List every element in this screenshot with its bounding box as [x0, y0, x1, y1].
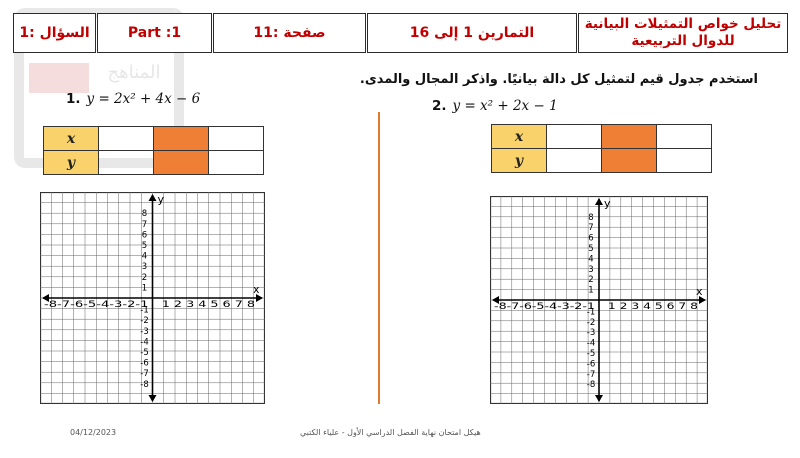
y-tick-label: -7 [140, 369, 149, 380]
y-tick-label: -5 [140, 348, 149, 358]
x-negative-tick-labels: -8-7-6-5-4-3-2-1 [44, 300, 149, 310]
lesson-title-box [578, 13, 788, 53]
y-tick-label: -7 [586, 369, 596, 380]
y-tick-label: -5 [586, 349, 596, 359]
y-axis-label: y [604, 197, 611, 210]
y-tick-label: 5 [141, 241, 148, 251]
table-cell[interactable] [99, 151, 154, 175]
problem-1-equation-line [66, 91, 200, 107]
y-tick-label: 5 [588, 244, 594, 254]
table-cell[interactable] [547, 125, 602, 149]
y-tick-label: -6 [586, 359, 596, 370]
x-label-cell: x [44, 127, 99, 151]
footer-credit: هيكل امتحان نهاية الفصل الدراسي الأول - علياء الكتبي [300, 428, 481, 437]
x-label-cell: x [492, 125, 547, 149]
table-cell-highlight[interactable] [154, 151, 209, 175]
section-divider [378, 112, 380, 404]
y-tick-label: 7 [141, 219, 148, 230]
part-box [97, 13, 212, 53]
x-axis-label: x [696, 285, 703, 298]
x-negative-tick-labels: -8-7-6-5-4-3-2-1 [494, 302, 595, 312]
table-cell[interactable] [209, 127, 264, 151]
table-cell-highlight[interactable] [602, 149, 657, 173]
y-tick-label: -3 [140, 326, 149, 337]
y-tick-label: 4 [141, 251, 148, 262]
y-tick-label: -3 [586, 328, 596, 339]
table-cell[interactable] [657, 125, 712, 149]
table-cell-highlight[interactable] [602, 125, 657, 149]
part-label: Part :1 [127, 25, 182, 41]
problem-1-graph[interactable] [40, 192, 265, 404]
y-tick-label: 7 [588, 223, 594, 234]
y-tick-label: -4 [586, 338, 596, 349]
lesson-title-line2: للدوال التربيعية [631, 33, 735, 49]
question-number: السؤال :1 [19, 25, 90, 41]
footer-date: 04/12/2023 [70, 428, 117, 437]
y-label-cell: y [492, 149, 547, 173]
table-row [44, 127, 264, 151]
x-positive-tick-labels: 1 2 3 4 5 6 7 8 [607, 302, 698, 312]
y-tick-label: 8 [141, 209, 148, 220]
y-tick-label: -6 [140, 358, 149, 369]
page-box [213, 13, 366, 53]
problem-1-equation: y = 2x² + 4x − 6 [86, 91, 201, 107]
y-tick-label: 3 [588, 264, 594, 275]
table-cell[interactable] [547, 149, 602, 173]
table-row [492, 125, 712, 149]
y-tick-label: 2 [588, 275, 594, 286]
y-tick-label: 4 [588, 254, 594, 265]
exercises-box [367, 13, 577, 53]
y-tick-label: -2 [140, 316, 149, 327]
table-cell-highlight[interactable] [154, 127, 209, 151]
table-row [492, 149, 712, 173]
y-tick-label: -8 [140, 379, 149, 390]
y-tick-label: 8 [588, 212, 594, 223]
table-row [44, 151, 264, 175]
x-axis-label: x [253, 283, 260, 296]
table-cell[interactable] [209, 151, 264, 175]
y-tick-label: 6 [141, 230, 148, 241]
y-tick-label: 1 [141, 283, 148, 294]
y-label-cell: y [44, 151, 99, 175]
y-tick-label: -2 [586, 317, 596, 328]
watermark-text: المناهج [107, 62, 161, 83]
exercises-range: التمارين 1 إلى 16 [409, 25, 535, 41]
y-tick-label: 2 [141, 272, 148, 283]
problem-1-table [43, 126, 264, 175]
y-tick-label: -4 [140, 337, 149, 348]
y-axis-label: y [157, 193, 165, 206]
y-tick-label: 3 [141, 262, 148, 273]
x-positive-tick-labels: 1 2 3 4 5 6 7 8 [161, 300, 255, 310]
y-tick-label: -1 [586, 307, 596, 318]
lesson-title-line1: تحليل خواص التمثيلات البيانية [584, 16, 782, 32]
problem-2-equation-line [432, 98, 558, 114]
problem-2-graph[interactable] [490, 196, 708, 404]
problem-2-number: 2. [432, 98, 447, 114]
y-tick-label: 6 [588, 233, 594, 244]
table-cell[interactable] [657, 149, 712, 173]
y-tick-label: 1 [588, 285, 594, 296]
instruction-text: استخدم جدول قيم لتمثيل كل دالة بيانيًا. واذكر المجال والمدى. [359, 72, 758, 87]
page-number: صفحة :11 [253, 25, 326, 41]
y-tick-label: -8 [586, 380, 596, 391]
problem-2-table [491, 124, 712, 173]
problem-2-equation: y = x² + 2x − 1 [452, 98, 558, 114]
y-tick-label: -1 [140, 305, 149, 316]
question-number-box [13, 13, 96, 53]
problem-1-number: 1. [66, 91, 81, 107]
table-cell[interactable] [99, 127, 154, 151]
